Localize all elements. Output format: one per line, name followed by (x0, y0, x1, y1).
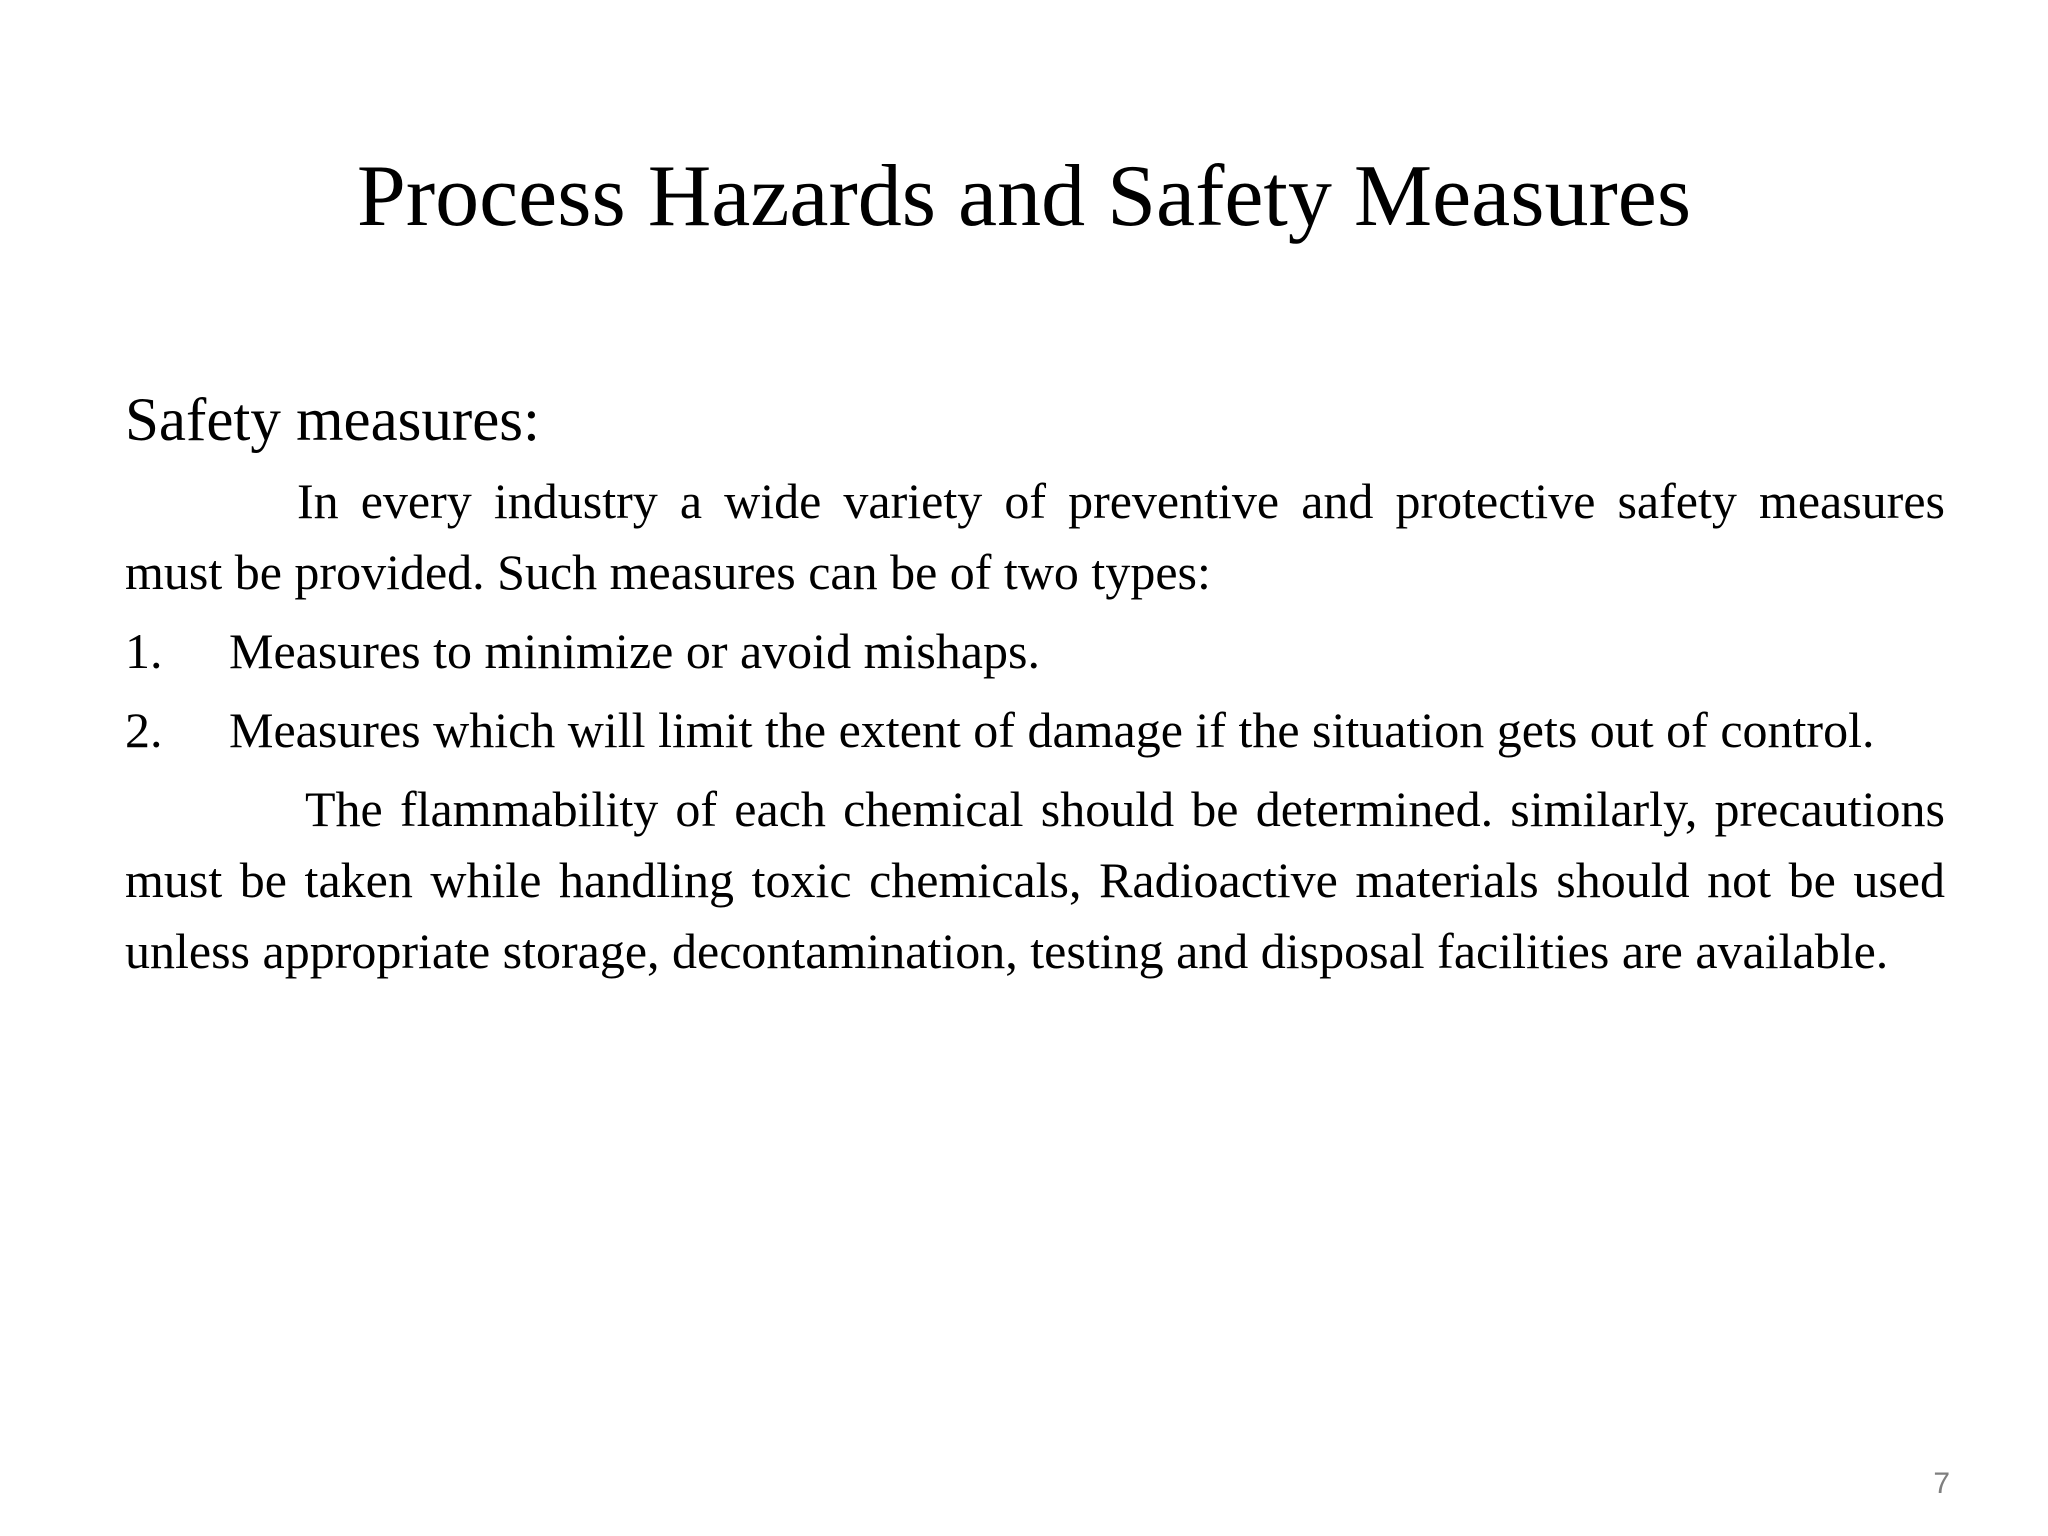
list-item-number: 1. (125, 623, 163, 679)
intro-paragraph: In every industry a wide variety of preventive and protective safety measures must be provided. Such measures can be of two types: (125, 473, 1945, 600)
section-heading: Safety measures: (125, 387, 540, 454)
page-number: 7 (1933, 1467, 1950, 1500)
closing-paragraph: The flammability of each chemical should be determined. similarly, precautions must be taken while handling toxic chemicals, Radioactive materials should not be used unless appropriate storage, decontamination, testing and disposal facilities are available. (125, 781, 1945, 979)
list-item-text: Measures which will limit the extent of damage if the situation gets out of control. (229, 702, 1875, 758)
list-item (125, 695, 1945, 766)
list-item-number: 2. (125, 702, 163, 758)
list-item (125, 616, 1945, 687)
list-item-text: Measures to minimize or avoid mishaps. (229, 623, 1040, 679)
slide-body (125, 380, 1945, 995)
measures-list (125, 616, 1945, 766)
slide-title: Process Hazards and Safety Measures (356, 148, 1692, 245)
